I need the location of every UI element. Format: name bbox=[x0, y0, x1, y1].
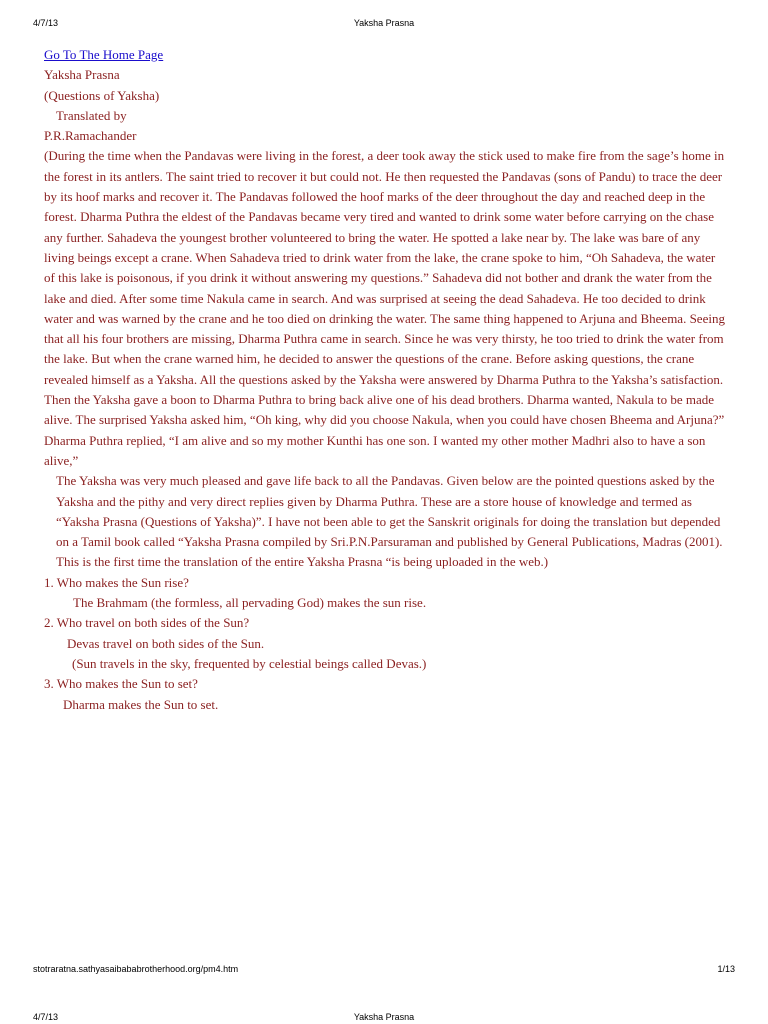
page-title: Yaksha Prasna bbox=[44, 67, 120, 83]
header-date: 4/7/13 bbox=[33, 18, 59, 28]
intro-paragraph-3: This is the first time the translation of the entire Yaksha Prasna “is being uploaded in the web.) bbox=[56, 554, 549, 570]
footer-url: stotraratna.sathyasaibababrotherhood.org/pm4.htm bbox=[33, 964, 239, 974]
question-2: 2. Who travel on both sides of the Sun? bbox=[44, 615, 250, 631]
translator-name: P.R.Ramachander bbox=[44, 128, 137, 144]
answer-2-note: (Sun travels in the sky, frequented by celestial beings called Devas.) bbox=[72, 655, 427, 671]
intro-paragraph-2: The Yaksha was very much pleased and gave life back to all the Pandavas. Given below are the pointed questions asked by the Yaksha and the pithy and very direct replies given by Dharma Puthra. These are a store house of knowledge and termed as “Yaksha Prasna (Questions of Yaksha)”. I have not been able to get the Sanskrit originals for doing the translation but depended on a Tamil book called “Yaksha Prasna compiled by Sri.P.N.Parsuraman and published by General Publications, Madras (2001). bbox=[56, 473, 723, 550]
question-1: 1. Who makes the Sun rise? bbox=[44, 574, 189, 590]
home-page-link[interactable]: Go To The Home Page bbox=[44, 47, 164, 62]
answer-2: Devas travel on both sides of the Sun. bbox=[67, 635, 265, 651]
next-header-title: Yaksha Prasna bbox=[353, 1012, 415, 1022]
answer-1: The Brahmam (the formless, all pervading God) makes the sun rise. bbox=[73, 595, 427, 611]
question-3: 3. Who makes the Sun to set? bbox=[44, 676, 198, 692]
document-content bbox=[44, 45, 729, 715]
footer-page-number: 1/13 bbox=[717, 964, 735, 974]
next-header-date: 4/7/13 bbox=[33, 1012, 59, 1022]
translated-by-label: Translated by bbox=[56, 107, 127, 123]
page-subtitle: (Questions of Yaksha) bbox=[44, 87, 160, 103]
answer-3: Dharma makes the Sun to set. bbox=[63, 696, 219, 712]
header-title: Yaksha Prasna bbox=[353, 18, 415, 28]
intro-paragraph-1: (During the time when the Pandavas were living in the forest, a deer took away the stick used to make fire from the sage’s home in the forest in its antlers. The saint tried to recover it but could not. He then requested the Pandavas (sons of Pandu) to trace the deer by its hoof marks and recover it. The Pandavas followed the hoof marks of the deer throughout the day and reached deep in the forest. Dharma Puthra the eldest of the Pandavas became very tired and wanted to drink some water before carrying on the chase any further. Sahadeva the youngest brother volunteered to bring the water. He spotted a lake near by. The lake was bare of any living beings except a crane. When Sahadeva tried to drink water from the lake, the crane spoke to him, “Oh Sahadeva, the water of this lake is poisonous, if you drink it without answering my questions.” Sahadeva did not bother and drank the water from the lake and died. After some time Nakula came in search. And was surprised at seeing the dead Sahadeva. He too decided to drink water and was warned by the crane and he too died on drinking the water. The same thing happened to Arjuna and Bheema. Seeing that all his four brothers are missing, Dharma Puthra came in search. Since he was very thirsty, he too tried to drink the water from the lake. But when the crane warned him, he decided to answer the questions of the crane. Before asking questions, the crane revealed himself as a Yaksha. All the questions asked by the Yaksha were answered by Dharma Puthra to the Yaksha’s satisfaction. Then the Yaksha gave a boon to Dharma Puthra to bring back alive one of his dead brothers. Dharma wanted, Nakula to be made alive. The surprised Yaksha asked him, “Oh king, why did you choose Nakula, when you could have chosen Bheema and Arjuna?” Dharma Puthra replied, “I am alive and so my mother Kunthi has one son. I wanted my other mother Madhri also to have a son alive,” bbox=[44, 148, 725, 468]
